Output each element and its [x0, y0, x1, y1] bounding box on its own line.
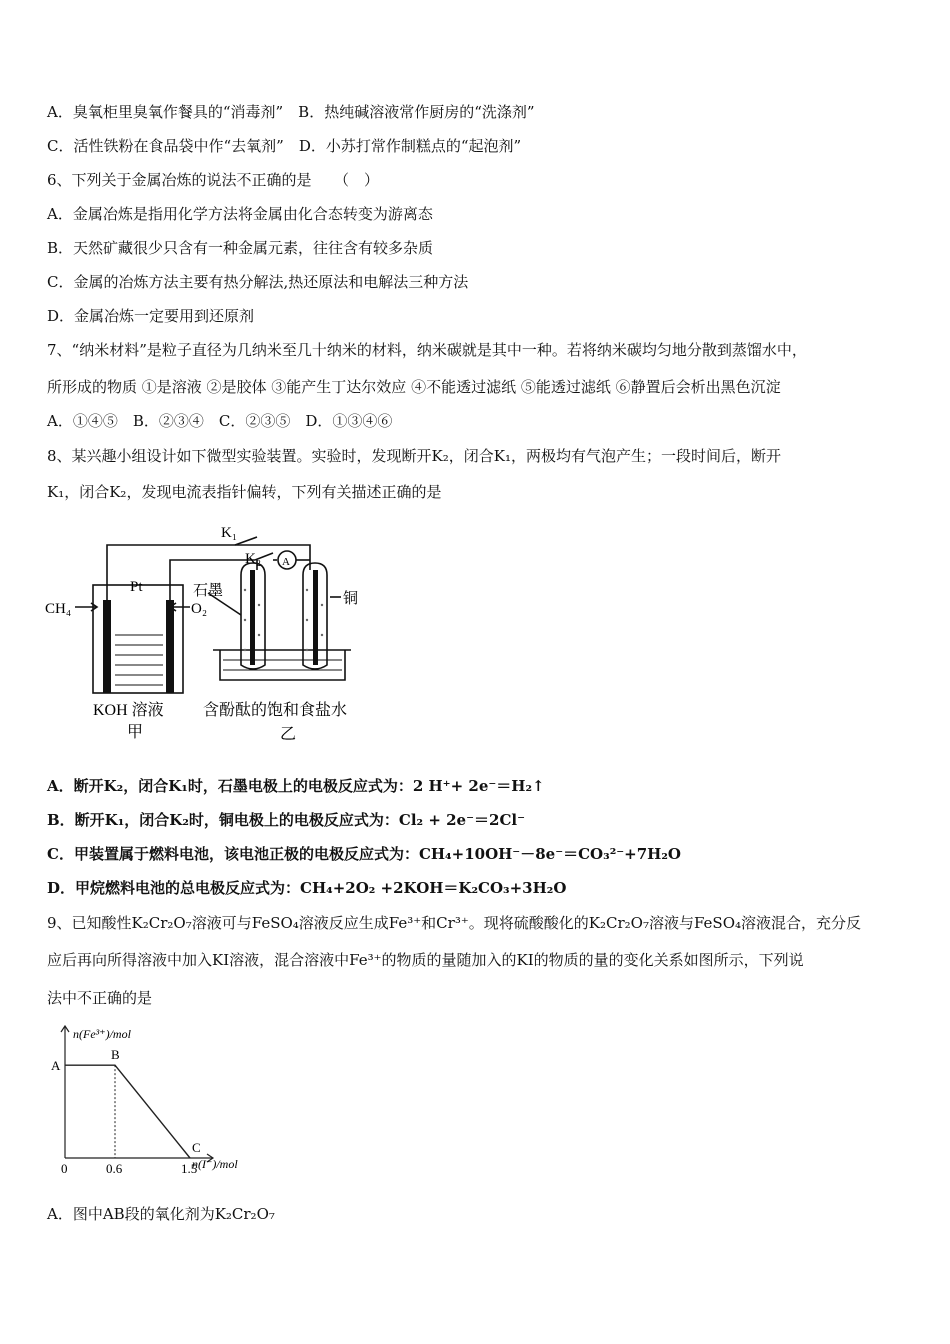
ch4-label: CH₄: [45, 601, 72, 617]
option-q6-d: D．金属冶炼一定要用到还原剂: [47, 307, 255, 325]
option-q8-b: B．断开K₁，闭合K₂时，铜电极上的电极反应式为：Cl₂ + 2e⁻＝2Cl⁻: [47, 811, 526, 829]
fe3-vs-iodide-chart: [45, 1018, 265, 1178]
brine-label: 含酚酞的饱和食盐水: [203, 702, 348, 719]
ammeter-label: A: [282, 556, 290, 568]
question-7-line2: 所形成的物质 ①是溶液 ②是胶体 ③能产生丁达尔效应 ④不能透过滤纸 ⑤能透过滤纸 ⑥静置后会析出黑色沉淀: [47, 378, 781, 396]
k1-label: K₁: [221, 525, 238, 541]
point-label-a: A: [51, 1058, 61, 1074]
yi-label: 乙: [280, 726, 297, 743]
option-q8-d: D．甲烷燃料电池的总电极反应式为：CH₄+2O₂ +2KOH＝K₂CO₃+3H₂O: [47, 879, 567, 897]
option-q6-b: B．天然矿藏很少只含有一种金属元素，往往含有较多杂质: [47, 239, 434, 257]
o2-label: O₂: [191, 601, 208, 617]
option-q8-c: C．甲装置属于燃料电池，该电池正极的电极反应式为：CH₄+10OH⁻－8e⁻＝CO₃²⁻+7H₂O: [47, 845, 681, 863]
question-6: 6、下列关于金属冶炼的说法不正确的是 （ ）: [47, 171, 380, 189]
koh-label: KOH 溶液: [93, 702, 164, 719]
x-tick-label: 0: [61, 1161, 68, 1176]
k2-label: K₂: [245, 551, 262, 567]
option-q5-cd: C．活性铁粉在食品袋中作“去氧剂” D．小苏打常作制糕点的“起泡剂”: [47, 137, 522, 155]
y-axis-label: n(Fe³⁺)/mol: [73, 1027, 131, 1041]
series-line: [65, 1065, 190, 1158]
electrochemistry-apparatus: [45, 515, 385, 750]
point-label-c: C: [192, 1140, 201, 1155]
pt-label: Pt: [130, 579, 143, 595]
graphite-label: 石墨: [193, 583, 224, 599]
options-q7: A．①④⑤ B．②③④ C．②③⑤ D．①③④⑥: [47, 412, 393, 430]
question-8-line2: K₁，闭合K₂，发现电流表指针偏转，下列有关描述正确的是: [47, 483, 442, 501]
option-q9-a: A．图中AB段的氧化剂为K₂Cr₂O₇: [47, 1205, 275, 1223]
x-axis-label: n(I⁻)/mol: [192, 1157, 238, 1171]
x-tick-label: 1.5: [181, 1161, 198, 1176]
question-9-line3: 法中不正确的是: [47, 989, 153, 1007]
jia-label: 甲: [127, 724, 144, 741]
question-9-line2: 应后再向所得溶液中加入KI溶液，混合溶液中Fe³⁺的物质的量随加入的KI的物质的量的变化关系如图所示，下列说: [47, 951, 804, 969]
copper-label: 铜: [343, 591, 359, 607]
x-tick-label: 0.6: [106, 1161, 123, 1176]
point-label-b: B: [111, 1047, 120, 1063]
option-q8-a: A．断开K₂，闭合K₁时，石墨电极上的电极反应式为：2 H⁺+ 2e⁻＝H₂↑: [47, 777, 545, 795]
question-7-line1: 7、“纳米材料”是粒子直径为几纳米至几十纳米的材料，纳米碳就是其中一种。若将纳米碳均匀地分散到蒸馏水中，: [47, 341, 807, 359]
option-q6-a: A．金属冶炼是指用化学方法将金属由化合态转变为游离态: [47, 205, 433, 223]
option-q6-c: C．金属的冶炼方法主要有热分解法,热还原法和电解法三种方法: [47, 273, 469, 291]
option-q5-ab: A．臭氧柜里臭氧作餐具的“消毒剂” B．热纯碱溶液常作厨房的“洗涤剂”: [47, 103, 535, 121]
question-8-line1: 8、某兴趣小组设计如下微型实验装置。实验时，发现断开K₂，闭合K₁，两极均有气泡产生；一段时间后，断开: [47, 447, 781, 465]
question-9-line1: 9、已知酸性K₂Cr₂O₇溶液可与FeSO₄溶液反应生成Fe³⁺和Cr³⁺。现将硫酸酸化的K₂Cr₂O₇溶液与FeSO₄溶液混合，充分反: [47, 914, 862, 932]
